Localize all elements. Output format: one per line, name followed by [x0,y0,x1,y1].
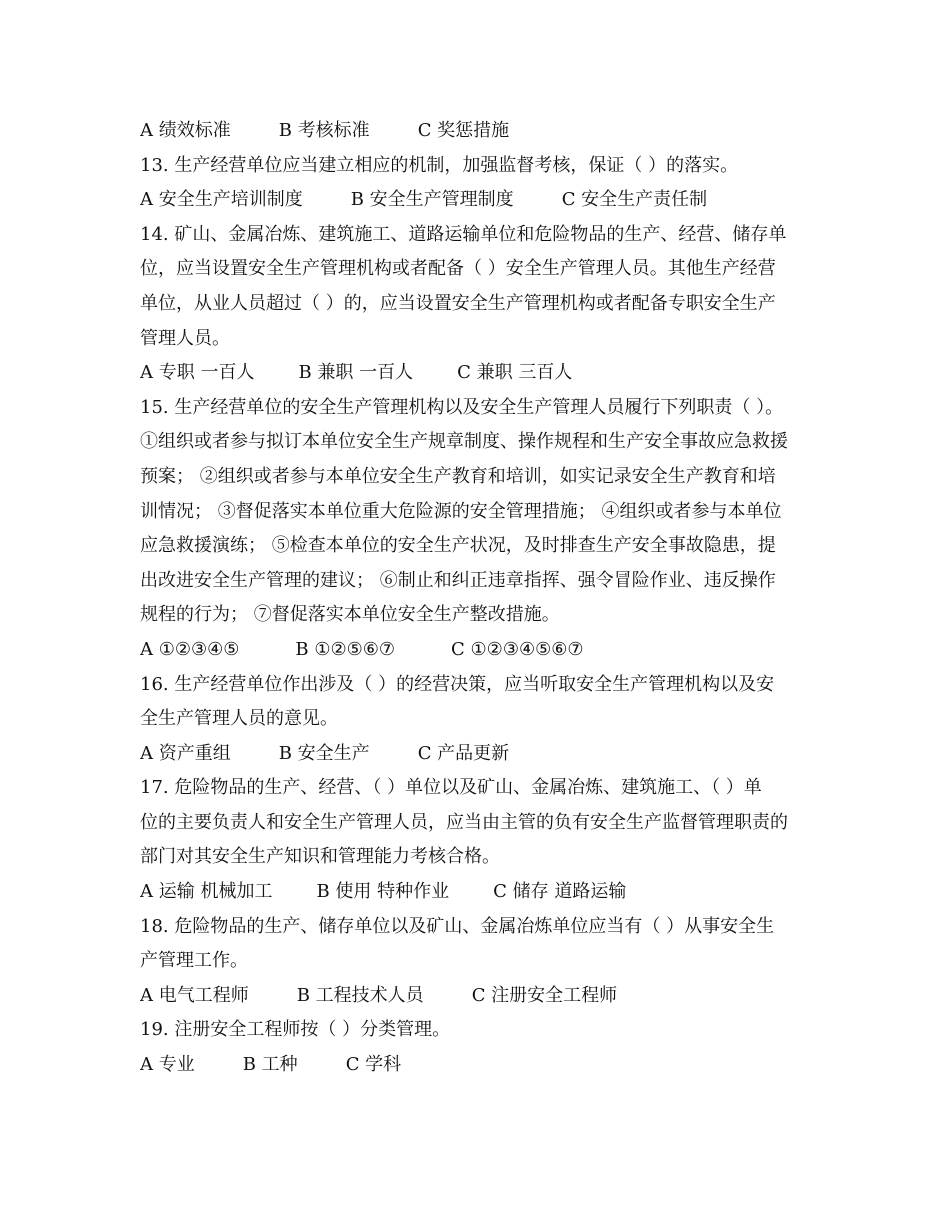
question-19-text: 19. 注册安全工程师按（ ）分类管理。 [140,1019,451,1041]
question-17-text-line-1: 17. 危险物品的生产、经营、（ ）单位以及矿山、金属冶炼、建筑施工、（ ）单 [140,777,762,799]
question-14-text-line-4: 管理人员。 [140,327,230,349]
option-c: C 奖惩措施 [417,120,510,141]
option-b: B 兼职 一百人 [298,362,414,384]
option-b: B 安全生产管理制度 [350,189,514,211]
question-18-text-line-1: 18. 危险物品的生产、储存单位以及矿山、金属冶炼单位应当有（ ）从事安全生 [140,915,775,937]
options-line-17 [140,875,810,910]
question-15-text-line-1: 15. 生产经营单位的安全生产管理机构以及安全生产管理人员履行下列职责（ ）。 [140,396,784,418]
question-17-text-line-2: 位的主要负责人和安全生产管理人员，应当由主管的负有安全生产监督管理职责的 [140,811,788,833]
question-15-text-line-4: 训情况； ③督促落实本单位重大危险源的安全管理措施； ④组织或者参与本单位 [140,500,782,522]
question-15-text-line-6: 出改进安全生产管理的建议； ⑥制止和纠正违章指挥、强令冒险作业、违反操作 [140,569,776,591]
question-15-text-line-5: 应急救援演练； ⑤检查本单位的安全生产状况，及时排查生产安全事故隐患，提 [140,535,776,557]
option-c: C 安全生产责任制 [561,189,708,211]
option-c: C 储存 道路运输 [493,881,627,903]
option-b: B ①②⑤⑥⑦ [295,638,396,660]
option-b: B 工程技术人员 [296,984,424,1006]
option-b: B 使用 特种作业 [316,881,450,903]
option-a: A 安全生产培训制度 [140,189,303,211]
option-c: C ①②③④⑤⑥⑦ [451,638,584,660]
question-15-text-line-7: 规程的行为； ⑦督促落实本单位安全生产整改措施。 [140,604,560,626]
question-13-text: 13. 生产经营单位应当建立相应的机制，加强监督考核，保证（ ）的落实。 [140,154,739,176]
option-b: B 工种 [242,1054,298,1076]
question-17-text-line-3: 部门对其安全生产知识和管理能力考核合格。 [140,846,500,868]
option-b: B 考核标准 [278,120,370,141]
option-c: C 兼职 三百人 [457,362,573,384]
question-14-text-line-3: 单位，从业人员超过（ ）的，应当设置安全生产管理机构或者配备专职安全生产 [140,292,776,314]
option-a: A 专职 一百人 [140,362,255,384]
option-a: A ①②③④⑤ [140,638,240,660]
options-line-14 [140,356,810,391]
question-14-text-line-2: 位，应当设置安全生产管理机构或者配备（ ）安全生产管理人员。其他生产经营 [140,258,776,280]
question-16-text-line-1: 16. 生产经营单位作出涉及（ ）的经营决策，应当听取安全生产管理机构以及安 [140,673,775,695]
option-a: A 专业 [140,1054,195,1076]
option-c: C 学科 [345,1054,402,1076]
question-18-text-line-2: 产管理工作。 [140,950,248,972]
options-line-15 [140,633,810,668]
options-line-13 [140,183,810,218]
option-a: A 运输 机械加工 [140,881,273,903]
options-line-16 [140,737,810,772]
question-15-text-line-3: 预案； ②组织或者参与本单位安全生产教育和培训，如实记录安全生产教育和培 [140,465,776,487]
option-c: C 注册安全工程师 [471,984,618,1006]
question-list [140,114,810,1083]
question-14-text-line-1: 14. 矿山、金属冶炼、建筑施工、道路运输单位和危险物品的生产、经营、储存单 [140,223,787,245]
question-16-text-line-2: 全生产管理人员的意见。 [140,708,338,730]
options-line-18 [140,979,810,1014]
options-line-19 [140,1048,810,1083]
option-a: A 电气工程师 [140,984,249,1006]
option-a: A 资产重组 [140,742,231,764]
option-b: B 安全生产 [278,742,370,764]
option-a: A 绩效标准 [140,120,231,141]
option-c: C 产品更新 [417,742,510,764]
question-15-text-line-2: ①组织或者参与拟订本单位安全生产规章制度、操作规程和生产安全事故应急救援 [140,431,788,453]
options-line-12 [140,114,810,149]
